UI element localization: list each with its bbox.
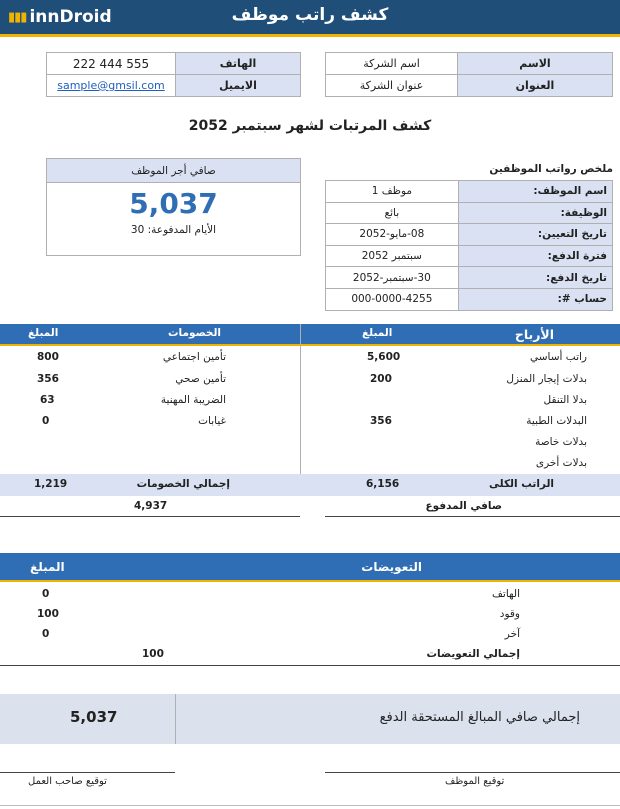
company-address-label: العنوان xyxy=(458,75,613,97)
summary-row xyxy=(326,267,613,289)
phone-label: الهاتف xyxy=(176,53,301,75)
earning-label: بدلات أخرى xyxy=(535,457,587,469)
contact-info-table xyxy=(46,52,301,97)
earnings-total-label: الراتب الكلى xyxy=(489,478,554,490)
summary-value: موظف 1 xyxy=(326,181,459,203)
deduction-label: غيابات xyxy=(198,415,226,427)
deductions-header: الخصومات xyxy=(168,327,222,339)
period-title: كشف المرتبات لشهر سبتمبر 2052 xyxy=(188,118,432,134)
employer-signature-label: توقيع صاحب العمل xyxy=(28,776,107,787)
deduction-amount: 356 xyxy=(37,373,59,385)
net-paid-line-left xyxy=(0,516,300,517)
earning-label: بدلات خاصة xyxy=(535,436,587,448)
summary-row xyxy=(326,202,613,224)
deduction-amount: 63 xyxy=(40,394,55,406)
compensation-amount: 0 xyxy=(42,588,50,600)
grand-total-label: إجمالي صافي المبالغ المستحقة الدفع xyxy=(379,710,580,725)
compensation-label: آخر xyxy=(504,628,520,640)
employee-signature-line xyxy=(325,772,620,773)
summary-key: تاريخ التعيين: xyxy=(458,224,612,246)
compensation-label: وقود xyxy=(499,608,520,620)
summary-row xyxy=(326,224,613,246)
employee-summary-table xyxy=(325,180,613,311)
email-label: الايميل xyxy=(176,75,301,97)
summary-value: سبتمبر 2052 xyxy=(326,245,459,267)
summary-heading: ملخص رواتب الموظفين xyxy=(489,163,613,175)
deduction-amount: 0 xyxy=(42,415,50,427)
earnings-total-value: 6,156 xyxy=(366,478,400,490)
earnings-header: الأرباح xyxy=(514,327,554,342)
deduction-label: الضريبة المهنية xyxy=(160,394,226,406)
earning-amount: 200 xyxy=(370,373,392,385)
compensation-total-value: 100 xyxy=(142,648,164,660)
earning-label: البدلات الطبية xyxy=(526,415,587,427)
compensation-header xyxy=(0,553,620,582)
company-name-label: الاسم xyxy=(458,53,613,75)
summary-row xyxy=(326,245,613,267)
compensation-amount: 100 xyxy=(37,608,59,620)
compensation-label: الهاتف xyxy=(492,588,520,600)
logo-text: innDroid xyxy=(29,7,112,27)
net-paid-label: صافي المدفوع xyxy=(425,500,502,512)
compensation-amount: 0 xyxy=(42,628,50,640)
logo-icon: ▮▮▮ xyxy=(8,9,27,25)
compensation-amount-header: المبلغ xyxy=(30,560,65,574)
earning-label: بدلا التنقل xyxy=(543,394,587,406)
summary-row xyxy=(326,288,613,310)
earning-label: بدلات إيجار المنزل xyxy=(506,373,587,385)
employee-signature-label: توقيع الموظف xyxy=(445,776,505,787)
deductions-amount-header: المبلغ xyxy=(28,327,59,339)
email-link[interactable]: sample@gmsil.com xyxy=(57,79,165,92)
net-paid-line-right xyxy=(325,516,620,517)
deduction-label: تأمين اجتماعي xyxy=(162,351,226,363)
deductions-total-label: إجمالي الخصومات xyxy=(136,478,230,490)
earnings-amount-header: المبلغ xyxy=(362,327,393,339)
summary-key: حساب #: xyxy=(458,288,612,310)
phone-value: 555 444 222 xyxy=(47,53,176,75)
summary-key: اسم الموظف: xyxy=(458,181,612,203)
summary-value: بائع xyxy=(326,202,459,224)
earning-amount: 356 xyxy=(370,415,392,427)
footer-line xyxy=(0,805,620,806)
summary-key: تاريخ الدفع: xyxy=(458,267,612,289)
summary-key: الوظيفة: xyxy=(458,202,612,224)
column-divider xyxy=(300,324,301,496)
page-title: كشف راتب موظف xyxy=(231,5,389,25)
summary-key: فترة الدفع: xyxy=(458,245,612,267)
company-name-value: اسم الشركة xyxy=(326,53,458,75)
summary-value: 000-0000-4255 xyxy=(326,288,459,310)
company-address-value: عنوان الشركة xyxy=(326,75,458,97)
grand-total-value: 5,037 xyxy=(70,708,118,726)
deductions-total-value: 1,219 xyxy=(34,478,68,490)
grand-total-divider xyxy=(175,694,176,744)
compensation-total-line xyxy=(0,665,620,666)
net-salary-label: صافي أجر الموظف xyxy=(47,159,300,183)
compensation-total-label: إجمالي التعويضات xyxy=(426,648,520,660)
summary-value: 08-مايو-2052 xyxy=(326,224,459,246)
net-salary-card xyxy=(46,158,301,256)
logo xyxy=(8,6,112,28)
earning-label: راتب أساسي xyxy=(529,351,587,363)
net-salary-value: 5,037 xyxy=(129,187,218,220)
employer-signature-line xyxy=(0,772,175,773)
paid-days: الأيام المدفوعة: 30 xyxy=(130,224,217,236)
earning-amount: 5,600 xyxy=(367,351,401,363)
deduction-label: تأمين صحي xyxy=(175,373,226,385)
summary-value: 30-سبتمبر-2052 xyxy=(326,267,459,289)
summary-row xyxy=(326,181,613,203)
net-paid-value: 4,937 xyxy=(134,500,168,512)
deduction-amount: 800 xyxy=(37,351,59,363)
company-info-table xyxy=(325,52,613,97)
compensation-header-label: التعويضات xyxy=(361,560,422,574)
